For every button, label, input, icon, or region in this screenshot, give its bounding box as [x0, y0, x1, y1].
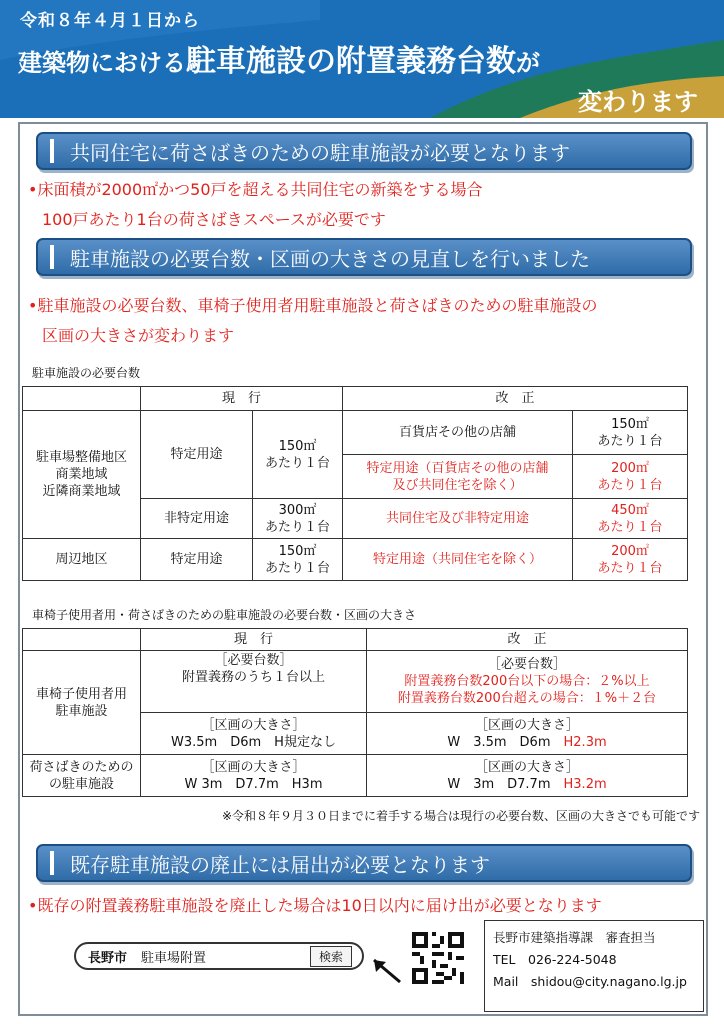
table1-head-revised: 改 正	[343, 387, 688, 411]
transition-note: ※令和８年９月３０日までに着手する場合は現行の必要台数、区画の大きさでも可能です	[221, 809, 700, 823]
content-frame	[18, 122, 708, 1016]
revised-wheelchair-req: ［必要台数］ 附置義務台数200台以下の場合：２%以上 附置義務台数200台超えの場合：１%＋２台	[367, 651, 688, 713]
revised-wheelchair-size: ［区画の大きさ］ W 3.5m D6m H2.3m	[367, 713, 688, 755]
search-city: 長野市	[88, 950, 128, 966]
contact-tel[interactable]: 026-224-5048	[528, 952, 617, 967]
row-loading: 荷さばきのための の駐車施設	[23, 755, 141, 797]
table2-caption: 車椅子使用者用・荷さばきのための駐車施設の必要台数・区画の大きさ	[32, 608, 417, 622]
section3-heading: 既存駐車施設の廃止には届出が必要となります	[36, 844, 692, 882]
revised-dept-store: 百貨店その他の店舗	[343, 411, 573, 455]
contact-box	[484, 920, 704, 1012]
contact-mail-row: Mail shidou@city.nagano.lg.jp	[493, 974, 687, 989]
revised-specific: 特定用途（百貨店その他の店舗 及び共同住宅を除く）	[343, 455, 573, 499]
search-button[interactable]: 検索	[310, 946, 352, 967]
section1-heading: 共同住宅に荷さばきのための駐車施設が必要となります	[36, 132, 692, 170]
revised-dept-store-value: 150㎡ あたり１台	[573, 411, 688, 455]
headline-part3: が	[516, 49, 540, 77]
header-band	[0, 0, 724, 118]
table2-head-revised: 改 正	[367, 629, 688, 651]
current-specific-value: 150㎡ あたり１台	[253, 411, 343, 499]
headline	[18, 36, 540, 80]
section2-line1: •駐車施設の必要台数、車椅子使用者用駐車施設と荷さばきのための駐車施設の	[28, 296, 598, 315]
revised-nonspecific: 共同住宅及び非特定用途	[343, 499, 573, 539]
contact-dept: 長野市建築指導課 審査担当	[493, 930, 656, 945]
table1-head-current: 現 行	[141, 387, 343, 411]
search-box[interactable]	[74, 942, 364, 970]
revised-loading-size: ［区画の大きさ］ W 3m D7.7m H3.2m	[367, 755, 688, 797]
row-wheelchair: 車椅子使用者用 駐車施設	[23, 651, 141, 755]
revised-specific-value: 200㎡ あたり１台	[573, 455, 688, 499]
current-periph-value: 150㎡ あたり１台	[253, 539, 343, 581]
search-query: 駐車場附置	[141, 950, 207, 966]
section1-line2: 100戸あたり1台の荷さばきスペースが必要です	[42, 210, 386, 229]
section3-line1: •既存の附置義務駐車施設を廃止した場合は10日以内に届け出が必要となります	[28, 896, 602, 915]
headline-part1: 建築物における	[18, 49, 186, 77]
use-nonspecific: 非特定用途	[141, 499, 253, 539]
required-count-table	[22, 386, 688, 581]
current-loading-size: ［区画の大きさ］ W 3m D7.7m H3m	[141, 755, 367, 797]
headline-part2: 駐車施設の附置義務台数	[186, 44, 516, 79]
contact-tel-row: TEL 026-224-5048	[493, 952, 617, 967]
wheelchair-loading-table	[22, 628, 688, 797]
table1-caption: 駐車施設の必要台数	[32, 366, 141, 380]
revised-nonspecific-value: 450㎡ あたり１台	[573, 499, 688, 539]
current-wheelchair-size: ［区画の大きさ］ W3.5m D6m H規定なし	[141, 713, 367, 755]
cursor-arrow-icon	[372, 958, 402, 984]
section2-heading: 駐車施設の必要台数・区画の大きさの見直しを行いました	[36, 238, 692, 276]
area-periph: 周辺地区	[23, 539, 141, 581]
current-nonspecific-value: 300㎡ あたり１台	[253, 499, 343, 539]
use-specific-periph: 特定用途	[141, 539, 253, 581]
table2-head-current: 現 行	[141, 629, 367, 651]
use-specific: 特定用途	[141, 411, 253, 499]
section1-line1: •床面積が2000㎡かつ50戸を超える共同住宅の新築をする場合	[28, 180, 483, 199]
headline-line2: 変わります	[578, 88, 698, 116]
effective-date: 令和８年４月１日から	[20, 11, 200, 31]
section2-line2: 区画の大きさが変わります	[42, 326, 235, 345]
revised-periph-value: 200㎡ あたり１台	[573, 539, 688, 581]
contact-mail[interactable]: shidou@city.nagano.lg.jp	[530, 974, 687, 989]
current-wheelchair-req: ［必要台数］ 附置義務のうち１台以上	[141, 651, 367, 713]
revised-periph: 特定用途（共同住宅を除く）	[343, 539, 573, 581]
qr-code-icon[interactable]	[412, 932, 464, 984]
area-main: 駐車場整備地区 商業地域 近隣商業地域	[23, 411, 141, 539]
